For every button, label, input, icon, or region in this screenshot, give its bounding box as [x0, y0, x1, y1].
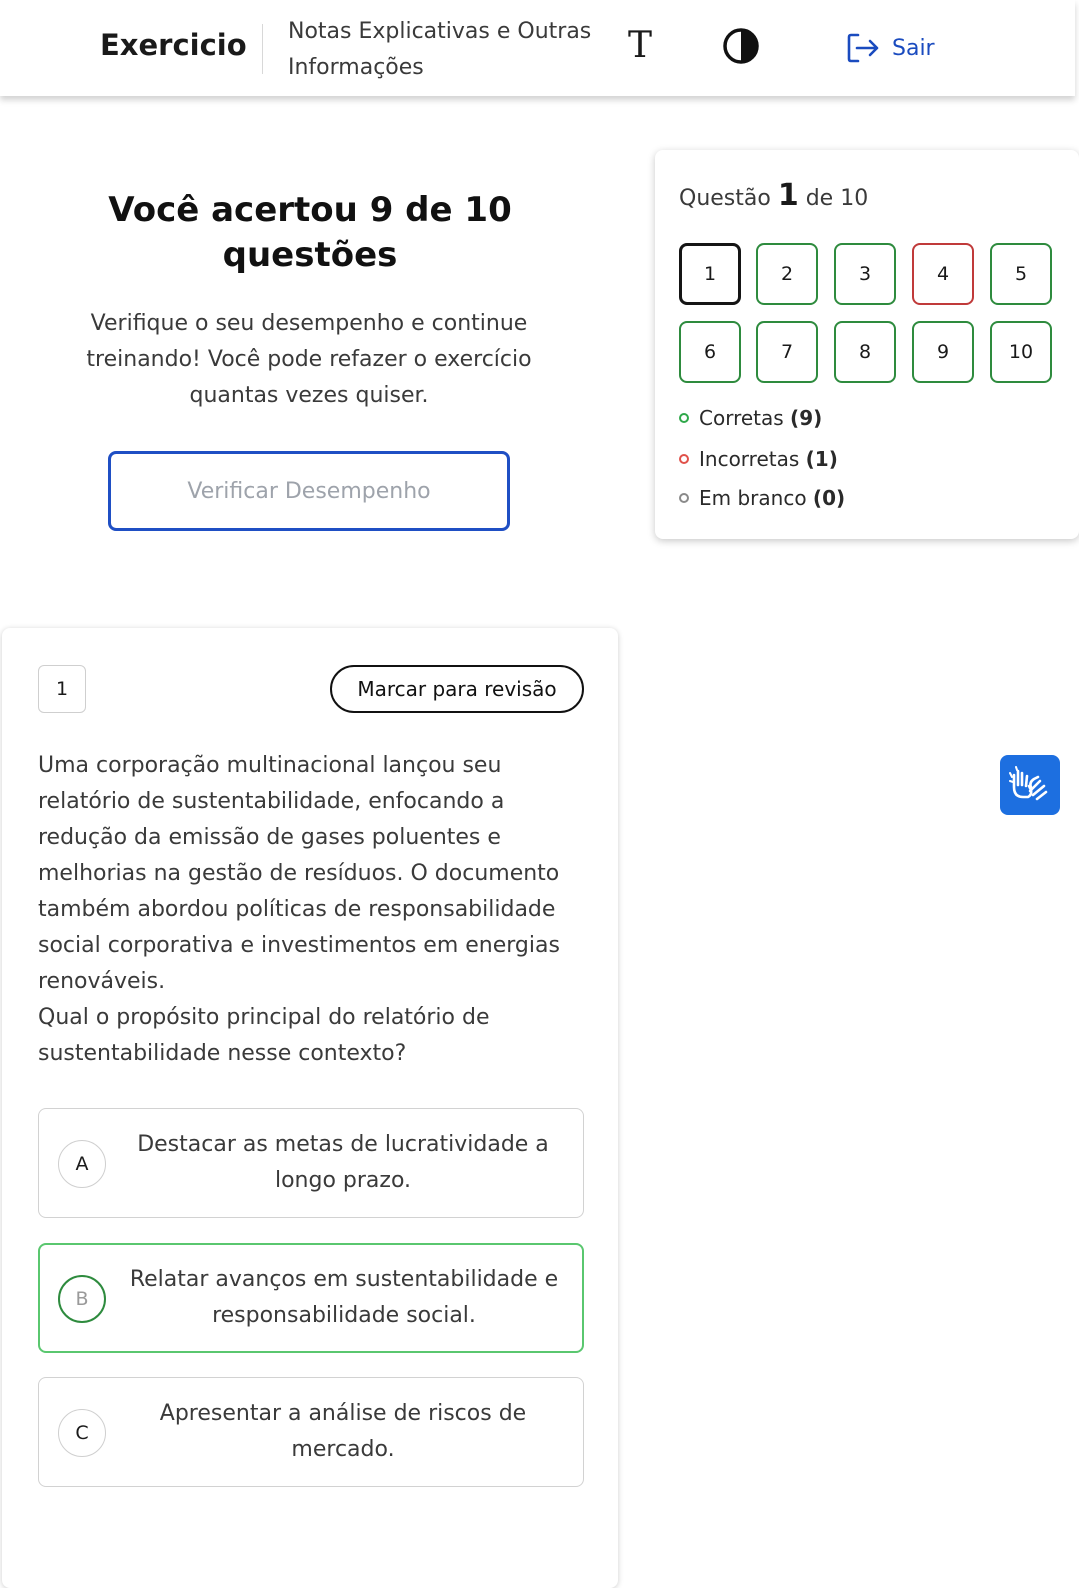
logout-button[interactable] [846, 30, 935, 66]
option-text: Relatar avanços em sustentabilidade e responsabilidade social. [129, 1267, 559, 1328]
question-button-5[interactable]: 5 [990, 243, 1052, 305]
legend-wrong [679, 447, 838, 471]
contrast-icon [722, 27, 760, 65]
option-b[interactable] [38, 1243, 584, 1353]
question-button-7[interactable]: 7 [756, 321, 818, 383]
contrast-button[interactable] [722, 27, 760, 65]
font-size-button[interactable] [622, 24, 658, 68]
question-text [38, 748, 588, 1072]
top-header [0, 0, 1075, 96]
question-prompt: Qual o propósito principal do relatório de sustentabilidade nesse contexto? [38, 1005, 490, 1066]
question-number-badge: 1 [38, 665, 86, 713]
result-title: Você acertou 9 de 10 questões [108, 190, 512, 275]
question-button-9[interactable]: 9 [912, 321, 974, 383]
header-divider [262, 24, 263, 74]
question-statement: Uma corporação multinacional lançou seu relatório de sustentabilidade, enfocando a redução da emissão de gases poluentes e melhorias na gestão de resíduos. O documento também abordou políticas de responsabilidade social corporativa e investimentos em energias renováveis. [38, 753, 560, 994]
legend-correct-count: (9) [790, 406, 823, 430]
option-a[interactable] [38, 1108, 584, 1218]
legend-correct [679, 406, 822, 430]
option-text: Apresentar a análise de riscos de mercado. [159, 1401, 527, 1462]
question-card [2, 628, 618, 1588]
option-text: Destacar as metas de lucratividade a longo prazo. [137, 1132, 549, 1193]
question-button-6[interactable]: 6 [679, 321, 741, 383]
navigator-heading-suffix: de 10 [805, 186, 869, 211]
legend-wrong-label: Incorretas [699, 447, 800, 471]
logout-icon [846, 32, 880, 64]
question-button-1[interactable]: 1 [679, 243, 741, 305]
question-button-4[interactable]: 4 [912, 243, 974, 305]
navigator-current-number: 1 [777, 178, 799, 213]
result-description: Verifique o seu desempenho e continue treinando! Você pode refazer o exercício quantas vezes quiser. [86, 311, 532, 408]
option-c[interactable] [38, 1377, 584, 1487]
logout-label: Sair [892, 35, 935, 61]
legend-blank-label: Em branco [699, 486, 807, 510]
brand-title: Exercicio [100, 28, 247, 62]
blank-dot-icon [679, 493, 689, 503]
option-letter: B [58, 1275, 106, 1323]
correct-dot-icon [679, 413, 689, 423]
legend-correct-label: Corretas [699, 406, 784, 430]
question-navigator [655, 150, 1079, 539]
navigator-heading [679, 178, 868, 213]
navigator-heading-prefix: Questão [679, 186, 771, 211]
question-button-2[interactable]: 2 [756, 243, 818, 305]
hands-sign-language-icon [1008, 765, 1052, 805]
legend-blank-count: (0) [812, 486, 846, 510]
verify-performance-button[interactable]: Verificar Desempenho [108, 451, 510, 531]
libras-accessibility-button[interactable] [1000, 755, 1060, 815]
mark-for-review-button[interactable]: Marcar para revisão [330, 665, 584, 713]
question-button-10[interactable]: 10 [990, 321, 1052, 383]
text-size-icon: T [627, 25, 652, 66]
nav-link-notes[interactable]: Notas Explicativas e Outras Informações [288, 19, 592, 80]
legend-wrong-count: (1) [805, 447, 838, 471]
option-letter: C [58, 1409, 106, 1457]
question-button-8[interactable]: 8 [834, 321, 896, 383]
wrong-dot-icon [679, 454, 689, 464]
legend-blank [679, 486, 845, 510]
question-button-3[interactable]: 3 [834, 243, 896, 305]
option-letter: A [58, 1140, 106, 1188]
